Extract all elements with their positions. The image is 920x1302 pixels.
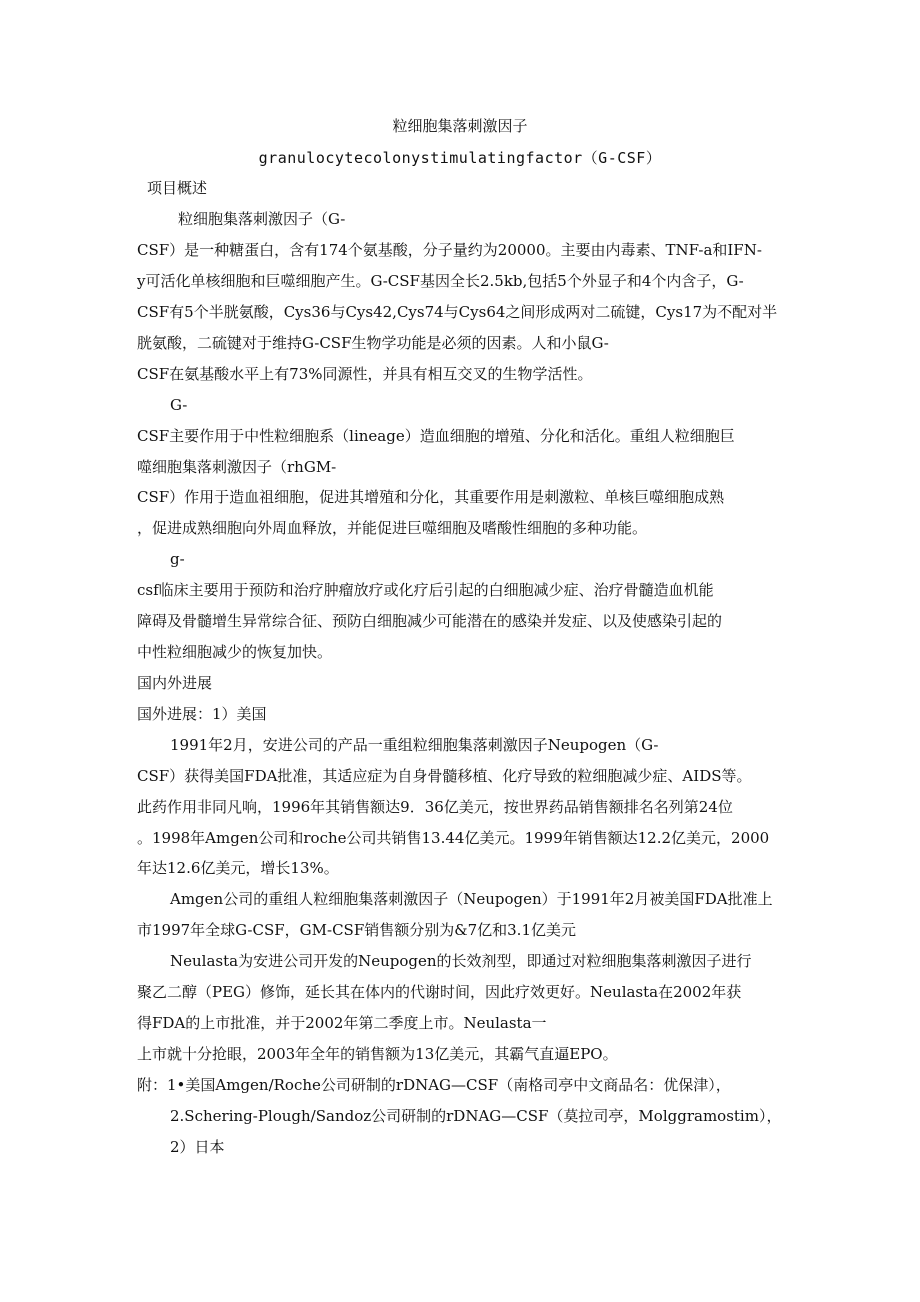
section-heading-overview: 项目概述 — [147, 179, 208, 197]
paragraph-line: ，促进成熟细胞向外周血释放，并能促进巨噬细胞及嗜酸性细胞的多种功能。 — [137, 519, 648, 537]
paragraph-line: 此药作用非同凡响，1996年其销售额达9．36亿美元，按世界药品销售额排名名列第24位 — [137, 798, 733, 816]
paragraph-line: 上市就十分抢眼，2003年全年的销售额为13亿美元，其霸气直逼EPO。 — [137, 1045, 618, 1063]
paragraph-line: 胱氨酸，二硫键对于维持G-CSF生物学功能是必须的因素。人和小鼠G- — [137, 334, 609, 352]
paragraph-line: CSF）作用于造血祖细胞，促进其增殖和分化，其重要作用是刺激粒、单核巨噬细胞成熟 — [137, 488, 725, 506]
paragraph-line: 噬细胞集落刺激因子（rhGM- — [137, 458, 337, 476]
paragraph-line: csf临床主要用于预防和治疗肿瘤放疗或化疗后引起的白细胞减少症、治疗骨髓造血机能 — [137, 581, 714, 599]
paragraph-line: CSF）获得美国FDA批准，其适应症为自身骨髓移植、化疗导致的粒细胞减少症、AIDS等。 — [137, 767, 752, 785]
paragraph-line: 市1997年全球G-CSF，GM-CSF销售额分别为&7亿和3.1亿美元 — [137, 921, 576, 939]
paragraph-line: 得FDA的上市批准，并于2002年第二季度上市。Neulasta一 — [137, 1014, 547, 1032]
appendix-line: 2.Schering-Plough/Sandoz公司研制的rDNAG—CSF（莫拉司亭，Molggramostim）， — [170, 1107, 782, 1125]
paragraph-line: Amgen公司的重组人粒细胞集落刺激因子（Neupogen）于1991年2月被美国FDA批准上 — [170, 890, 773, 908]
paragraph-line: CSF主要作用于中性粒细胞系（lineage）造血细胞的增殖、分化和活化。重组人粒细胞巨 — [137, 427, 735, 445]
paragraph-line: G- — [170, 396, 188, 414]
paragraph-line: 中性粒细胞减少的恢复加快。 — [137, 643, 333, 661]
subheading-japan: 2）日本 — [170, 1138, 225, 1156]
paragraph-line: Neulasta为安进公司开发的Neupogen的长效剂型，即通过对粒细胞集落刺激因子进行 — [170, 952, 752, 970]
paragraph-line: 障碍及骨髓增生异常综合征、预防白细胞减少可能潜在的感染并发症、以及使感染引起的 — [137, 612, 723, 630]
paragraph-line: 粒细胞集落刺激因子（G- — [178, 210, 346, 228]
paragraph-line: 1991年2月，安进公司的产品一重组粒细胞集落刺激因子Neupogen（G- — [170, 736, 659, 754]
doc-title: 粒细胞集落刺激因子 — [392, 117, 528, 135]
doc-subtitle: granulocytecolonystimulatingfactor（G-CSF） — [258, 149, 662, 167]
section-heading-progress: 国内外进展 — [137, 674, 213, 692]
paragraph-line: CSF在氨基酸水平上有73%同源性，并具有相互交叉的生物学活性。 — [137, 365, 593, 383]
paragraph-line: 聚乙二醇（PEG）修饰，延长其在体内的代谢时间，因此疗效更好。Neulasta在2002年获 — [137, 983, 742, 1001]
paragraph-line: y可活化单核细胞和巨噬细胞产生。G-CSF基因全长2.5kb,包括5个外显子和4个内含子，G- — [137, 272, 744, 290]
paragraph-line: 。1998年Amgen公司和roche公司共销售13.44亿美元。1999年销售额达12.2亿美元，2000 — [137, 829, 770, 847]
subheading-usa: 国外进展：1）美国 — [137, 705, 267, 723]
paragraph-line: CSF）是一种糖蛋白，含有174个氨基酸，分子量约为20000。主要由内毒素、TNF-a和IFN- — [137, 241, 762, 259]
appendix-line: 附：1•美国Amgen/Roche公司研制的rDNAG—CSF（南格司亭中文商品名：优保津）， — [137, 1076, 731, 1094]
paragraph-line: g- — [170, 550, 185, 568]
paragraph-line: 年达12.6亿美元，增长13%。 — [137, 859, 339, 877]
paragraph-line: CSF有5个半胱氨酸，Cys36与Cys42,Cys74与Cys64之间形成两对二硫键，Cys17为不配对半 — [137, 303, 778, 321]
